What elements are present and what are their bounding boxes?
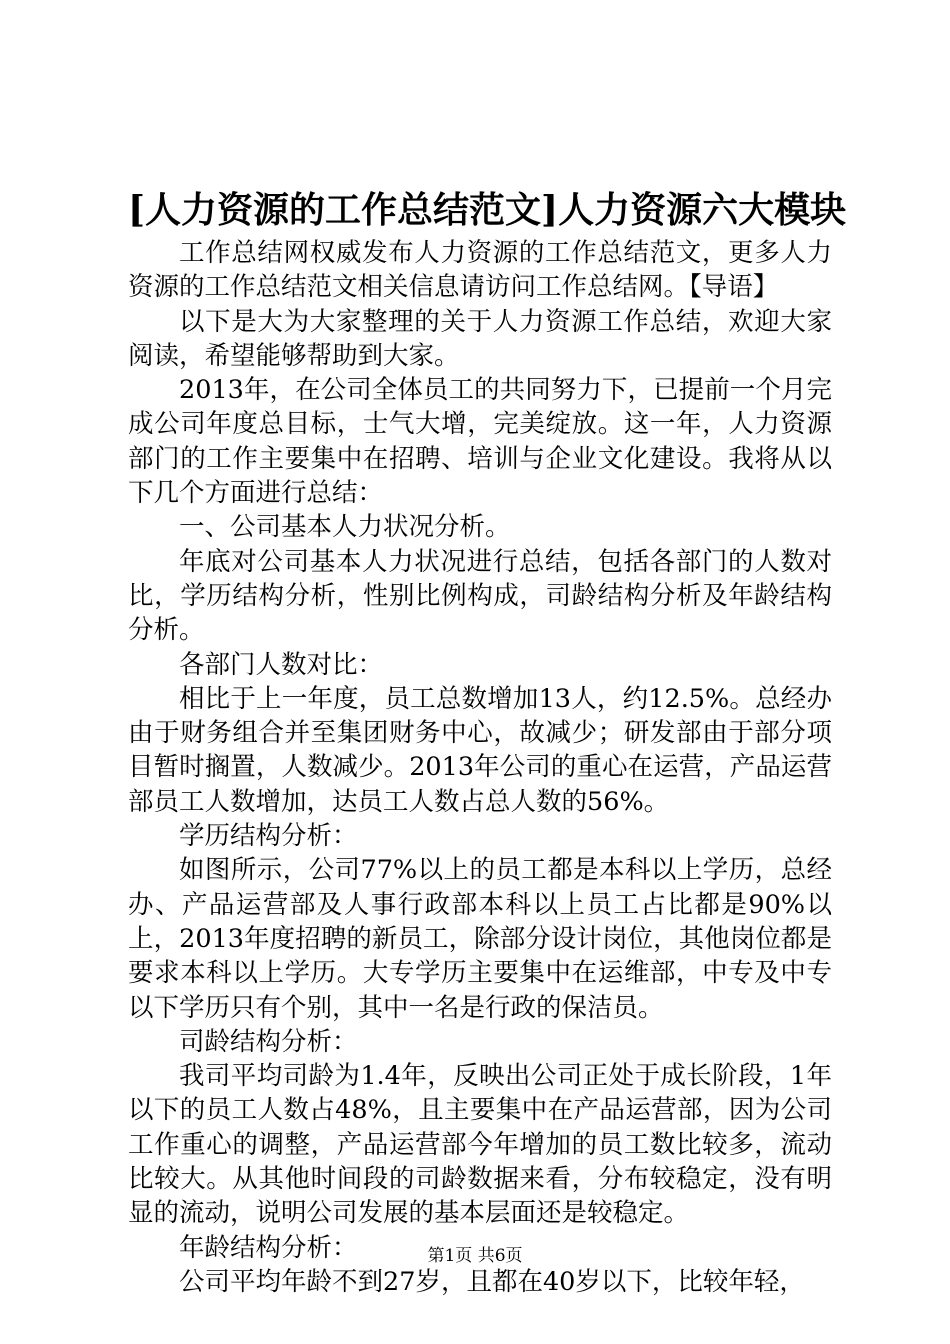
document-title: [人力资源的工作总结范文]人力资源六大模块 <box>128 189 847 231</box>
subsection-heading: 学历结构分析： <box>179 821 358 852</box>
subsection-heading: 各部门人数对比： <box>179 649 384 680</box>
paragraph: 相比于上一年度，员工总数增加13人，约12.5%。总经办由于财务组合并至集团财务中心，故减少；研发部由于部分项目暂时搁置，人数减少。2013年公司的重心在运营，产品运营部员工人数增加，达员工人数占总人数的56%。 <box>128 683 832 817</box>
paragraph: 2013年，在公司全体员工的共同努力下，已提前一个月完成公司年度总目标，士气大增，完美绽放。这一年，人力资源部门的工作主要集中在招聘、培训与企业文化建设。我将从以下几个方面进行总结： <box>128 375 832 509</box>
paragraph: 工作总结网权威发布人力资源的工作总结范文，更多人力资源的工作总结范文相关信息请访问工作总结网。【导语】 <box>128 238 832 303</box>
paragraph: 以下是大为大家整理的关于人力资源工作总结，欢迎大家阅读，希望能够帮助到大家。 <box>128 306 832 371</box>
section-heading: 一、公司基本人力状况分析。 <box>179 512 511 543</box>
page-footer: 第1页 共6页 <box>427 1246 523 1266</box>
document-body <box>128 236 832 1299</box>
paragraph: 公司平均年龄不到27岁，且都在40岁以下，比较年轻， <box>179 1266 805 1297</box>
paragraph: 我司平均司龄为1.4年，反映出公司正处于成长阶段，1年以下的员工人数占48%，且主要集中在产品运营部，因为公司工作重心的调整，产品运营部今年增加的员工数比较多，流动比较大。从其他时间段的司龄数据来看，分布较稳定，没有明显的流动，说明公司发展的基本层面还是较稳定。 <box>128 1061 832 1229</box>
subsection-heading: 年龄结构分析： <box>179 1232 358 1263</box>
paragraph: 年底对公司基本人力状况进行总结，包括各部门的人数对比，学历结构分析，性别比例构成，司龄结构分析及年龄结构分析。 <box>128 546 832 646</box>
paragraph: 如图所示，公司77%以上的员工都是本科以上学历，总经办、产品运营部及人事行政部本科以上员工占比都是90%以上，2013年度招聘的新员工，除部分设计岗位，其他岗位都是要求本科以上学历。大专学历主要集中在运维部，中专及中专以下学历只有个别，其中一名是行政的保洁员。 <box>128 855 832 1023</box>
subsection-heading: 司龄结构分析： <box>179 1026 358 1057</box>
